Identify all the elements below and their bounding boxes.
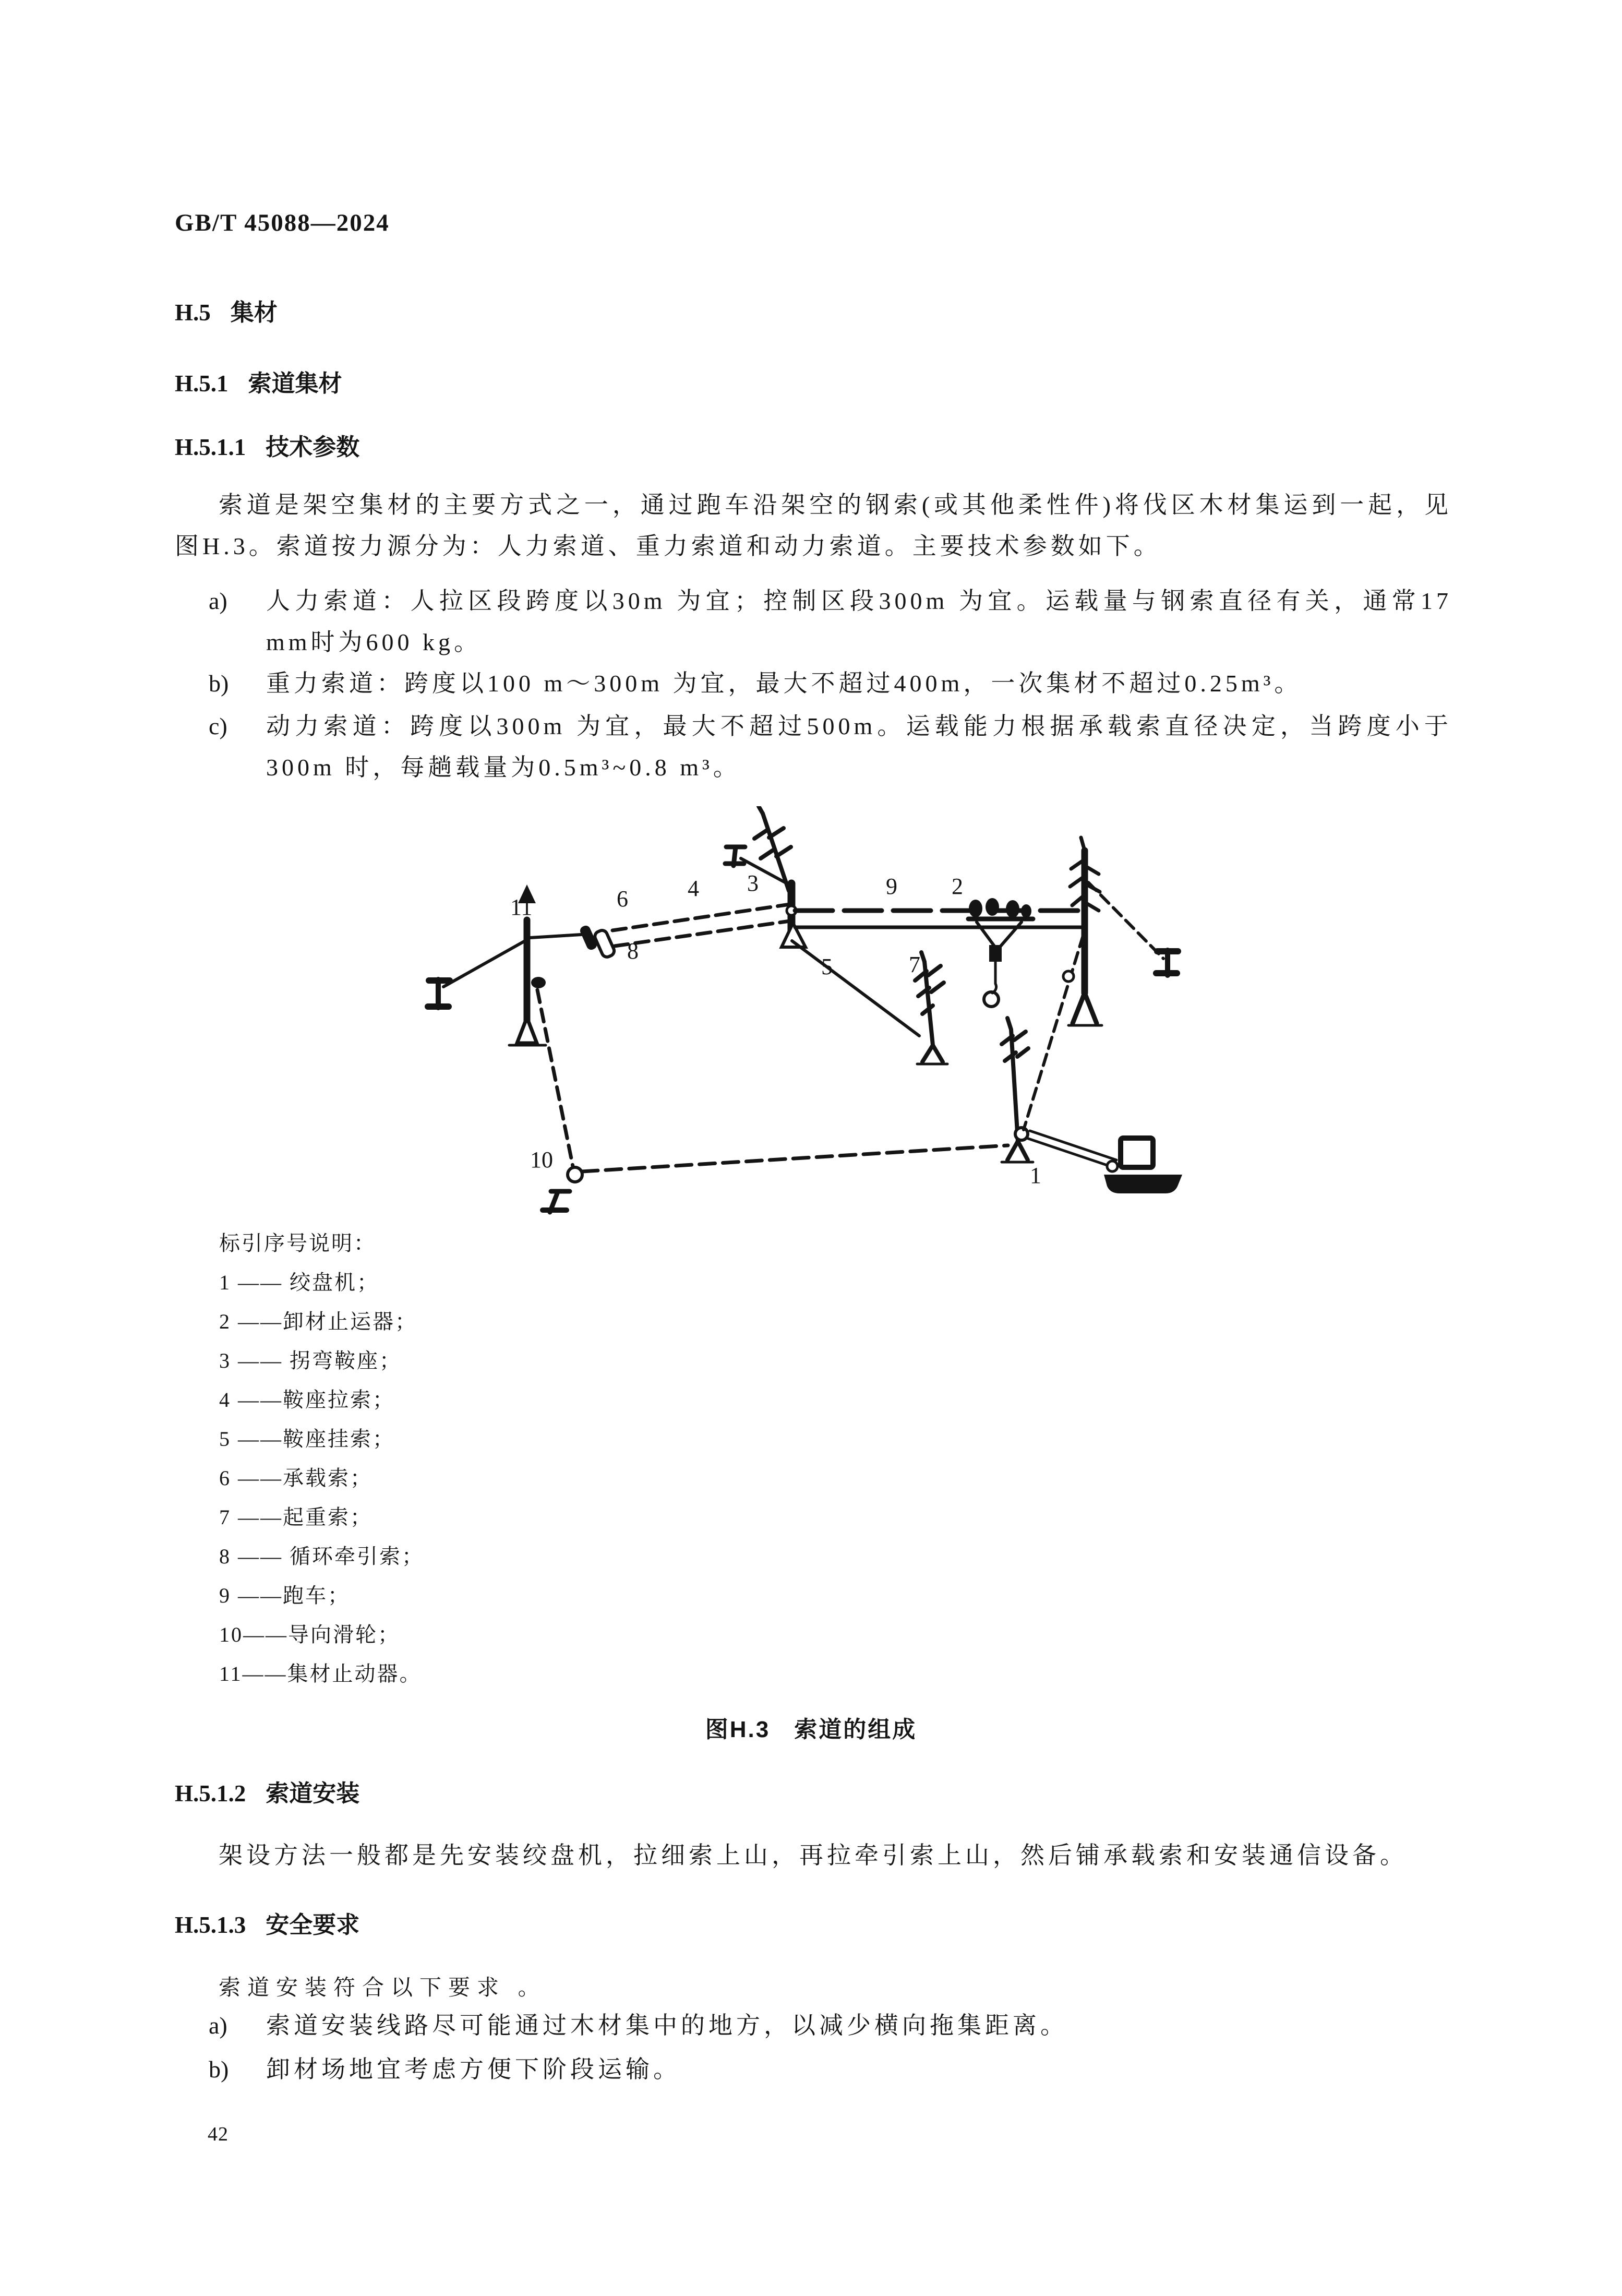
anchor-stump-bottom-icon bbox=[543, 1191, 570, 1212]
section-title: 索道安装 bbox=[266, 1780, 360, 1807]
h513-intro: 索道安装符合以下要求 。 bbox=[219, 1976, 547, 2000]
section-number: H.5.1 bbox=[175, 370, 229, 397]
callout-5: 5 bbox=[821, 954, 833, 979]
list-marker: c) bbox=[209, 713, 227, 739]
section-title: 技术参数 bbox=[266, 434, 360, 460]
section-title: 集材 bbox=[230, 299, 278, 326]
legend-item: 7 ——起重索； bbox=[219, 1505, 373, 1529]
winch-tree-icon bbox=[1002, 1018, 1033, 1162]
return-cable-bottom bbox=[582, 1145, 1008, 1171]
saddle-tree-icon bbox=[754, 806, 791, 891]
figure-caption-title: 索道的组成 bbox=[794, 1717, 917, 1742]
corner-saddle-icon bbox=[782, 883, 806, 947]
section-heading-h513 bbox=[175, 1906, 359, 1940]
section-number: H.5.1.2 bbox=[175, 1780, 246, 1807]
callout-7: 7 bbox=[909, 952, 920, 977]
winch-sled-icon bbox=[1104, 1138, 1182, 1193]
haul-line-diagonal bbox=[1024, 936, 1083, 1130]
list-text: 卸材场地宜考虑方便下阶段运输。 bbox=[266, 2056, 681, 2083]
legend-item: 6 ——承载索； bbox=[219, 1466, 373, 1490]
callout-10: 10 bbox=[530, 1147, 553, 1173]
return-line-left bbox=[537, 990, 573, 1166]
list-text: 人力索道：人拉区段跨度以30m 为宜；控制区段300m 为宜。运载量与钢索直径有关，通常17 mm时为600 kg。 bbox=[266, 588, 1452, 655]
pulley-block-icon bbox=[530, 924, 616, 959]
legend-item: 3 —— 拐弯鞍座； bbox=[219, 1349, 402, 1372]
intro-paragraph: 索道是架空集材的主要方式之一，通过跑车沿架空的钢索(或其他柔性件)将伐区木材集运到一起，见图H.3。索道按力源分为：人力索道、重力索道和动力索道。主要技术参数如下。 bbox=[175, 492, 1452, 559]
section-number: H.5.1.1 bbox=[175, 434, 246, 460]
section-heading-h51 bbox=[175, 364, 342, 398]
legend-item: 9 ——跑车； bbox=[219, 1584, 350, 1607]
section-number: H.5 bbox=[175, 300, 211, 326]
carriage-icon bbox=[968, 898, 1033, 1007]
list-marker: a) bbox=[209, 2012, 227, 2039]
figure-caption bbox=[0, 1711, 1622, 1744]
list-text: 索道安装线路尽可能通过木材集中的地方，以减少横向拖集距离。 bbox=[266, 2012, 1068, 2039]
list-text: 重力索道：跨度以100 m～300m 为宜，最大不超过400m，一次集材不超过0.25m³。 bbox=[266, 670, 1302, 697]
figure-legend bbox=[219, 1224, 424, 1693]
list-item-a bbox=[175, 580, 1452, 663]
spar-tree-right-icon bbox=[1068, 838, 1102, 1025]
legend-item: 11——集材止动器。 bbox=[219, 1662, 422, 1685]
saddle-hanging-cable-5 bbox=[792, 941, 919, 1036]
callout-11: 11 bbox=[510, 894, 533, 920]
snatch-block-icon bbox=[1063, 971, 1074, 982]
list-text: 动力索道：跨度以300m 为宜，最大不超过500m。运载能力根据承载索直径决定，当跨度小于300m 时，每趟载量为0.5m³~0.8 m³。 bbox=[266, 713, 1452, 781]
legend-item: 1 —— 绞盘机； bbox=[219, 1271, 379, 1294]
page-number: 42 bbox=[208, 2123, 229, 2145]
callout-2: 2 bbox=[952, 874, 963, 899]
legend-item: 4 ——鞍座拉索； bbox=[219, 1388, 395, 1412]
list-marker: b) bbox=[209, 2056, 229, 2083]
section-title: 安全要求 bbox=[266, 1911, 360, 1938]
h512-paragraph: 架设方法一般都是先安装绞盘机，拉细索上山，再拉牵引索上山，然后铺承载索和安装通信设备。 bbox=[219, 1842, 1408, 1869]
section-heading-h511 bbox=[175, 428, 359, 462]
section-heading-h512 bbox=[175, 1774, 359, 1808]
section-heading-h5 bbox=[175, 293, 278, 327]
winch-rope-2 bbox=[1030, 1131, 1116, 1160]
guide-pulley-icon bbox=[568, 1167, 582, 1182]
anchor-stump-right-icon bbox=[1156, 950, 1178, 975]
legend-item: 2 ——卸材止运器； bbox=[219, 1310, 417, 1333]
callout-6: 6 bbox=[617, 886, 628, 912]
callout-9: 9 bbox=[886, 874, 897, 899]
callout-8: 8 bbox=[627, 938, 639, 964]
list-marker: a) bbox=[209, 588, 227, 614]
figure-caption-number: 图H.3 bbox=[705, 1717, 771, 1742]
list-item-b bbox=[175, 663, 1452, 704]
doc-code: GB/T 45088—2024 bbox=[175, 209, 390, 236]
callout-4: 4 bbox=[688, 876, 699, 901]
callout-1: 1 bbox=[1030, 1163, 1041, 1188]
list-item-c bbox=[175, 705, 1452, 788]
figure-diagram-cableway bbox=[423, 806, 1184, 1218]
legend-item: 10——导向滑轮； bbox=[219, 1623, 400, 1646]
section-number: H.5.1.3 bbox=[175, 1912, 246, 1938]
callout-3: 3 bbox=[747, 870, 759, 896]
guy-line-right bbox=[1088, 882, 1163, 959]
safety-item-b bbox=[175, 2049, 1452, 2090]
safety-item-a bbox=[175, 2005, 1452, 2046]
legend-item: 5 ——鞍座挂索； bbox=[219, 1427, 395, 1451]
legend-title: 标引序号说明： bbox=[219, 1231, 376, 1255]
list-marker: b) bbox=[209, 670, 229, 697]
section-title: 索道集材 bbox=[248, 370, 342, 397]
legend-item: 8 —— 循环牵引索； bbox=[219, 1545, 424, 1568]
guy-line-left bbox=[443, 940, 527, 987]
